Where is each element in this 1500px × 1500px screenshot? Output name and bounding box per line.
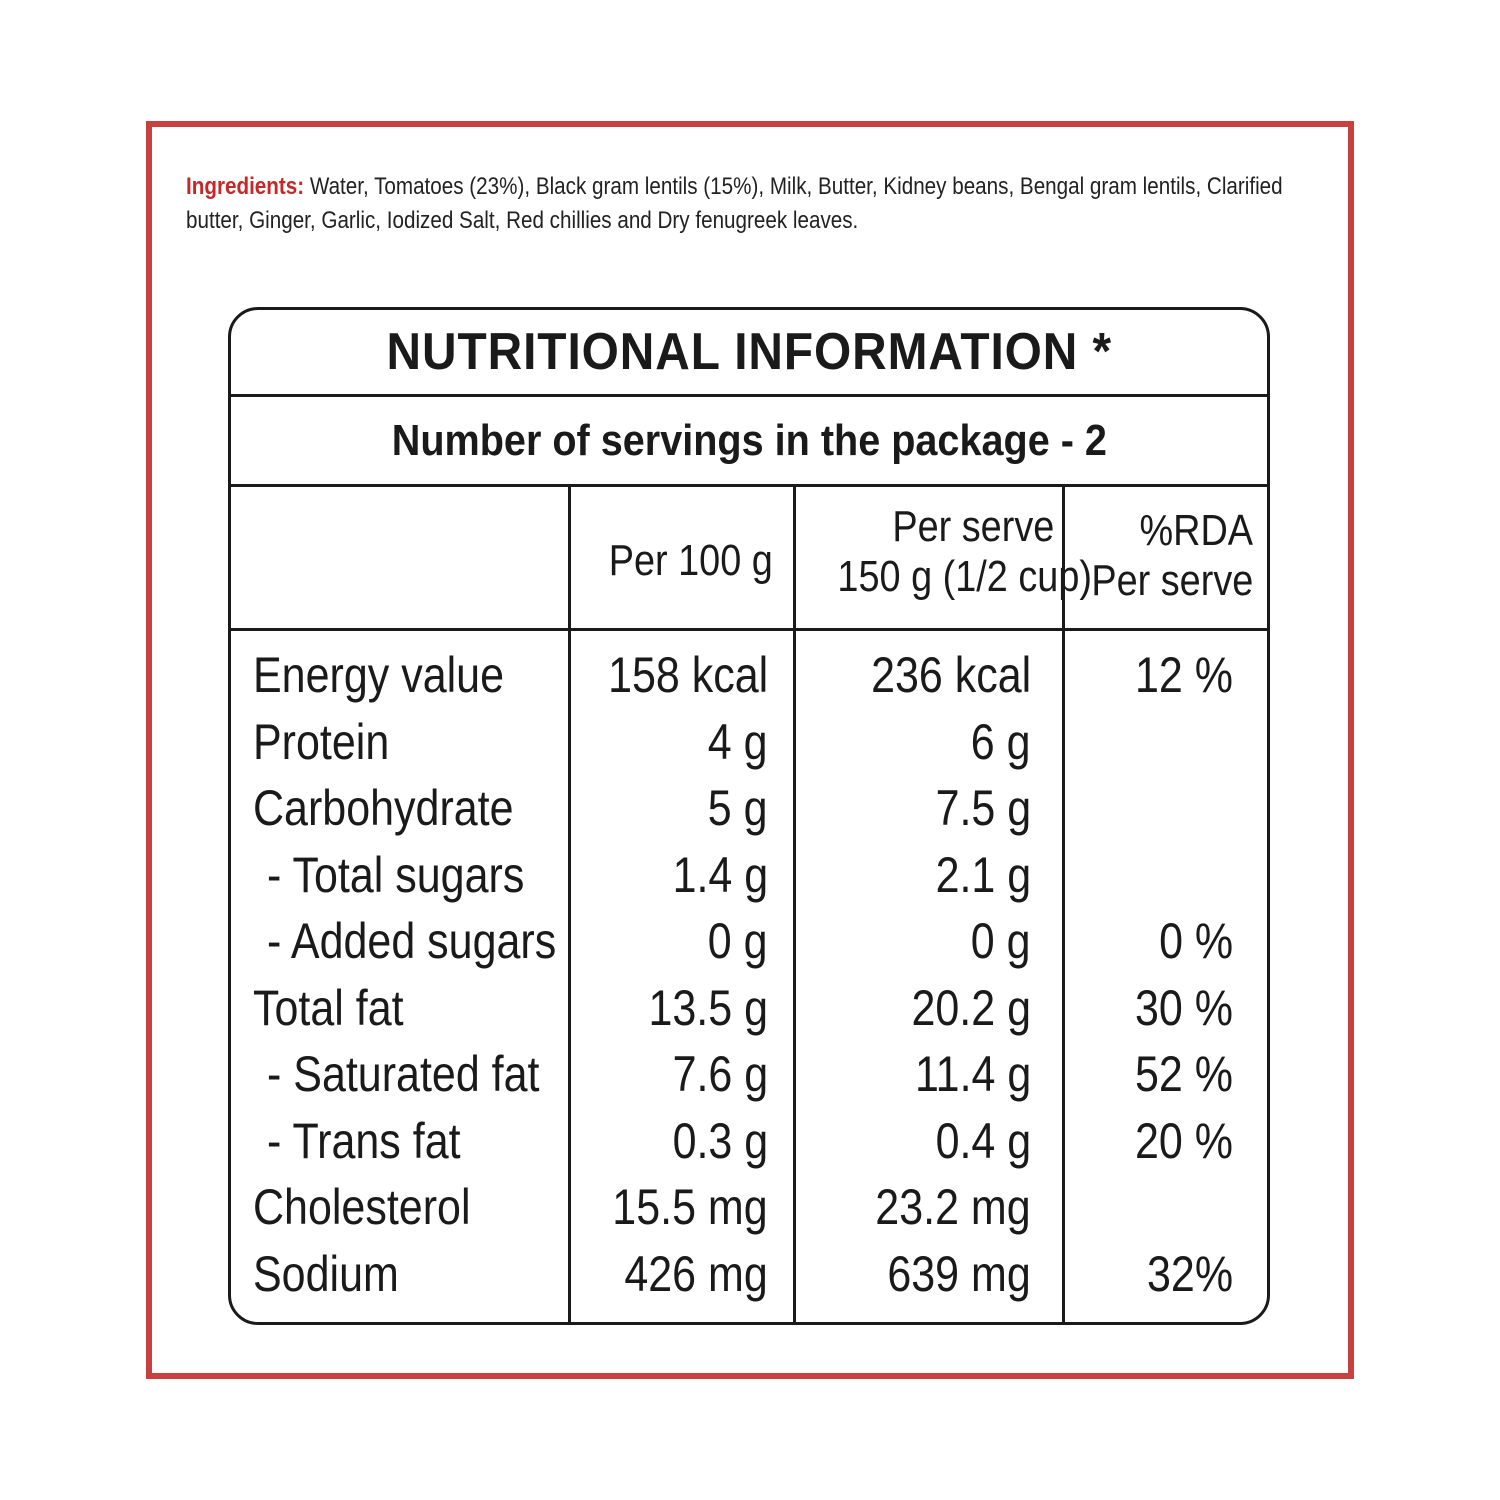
value-per-100g: 0 g: [708, 913, 768, 969]
header-divider: [231, 628, 1267, 631]
value-per-100g: 158 kcal: [607, 647, 768, 703]
value-rda: 0 %: [1158, 913, 1233, 969]
nutrition-table: [228, 307, 1270, 1325]
header-per-serve: Per serve 150 g (1/2 cup): [837, 502, 1092, 601]
value-per-100g: 4 g: [708, 713, 768, 770]
value-per-serve: 6 g: [971, 713, 1031, 770]
value-per-serve: 2.1 g: [935, 846, 1031, 903]
value-per-serve: 20.2 g: [911, 979, 1031, 1036]
value-per-100g: 15.5 mg: [612, 1179, 768, 1235]
ingredients-text: [186, 170, 1336, 238]
value-rda: 32%: [1146, 1245, 1233, 1302]
value-per-100g: 13.5 g: [648, 979, 768, 1036]
nutrient-name: Sodium: [253, 1245, 399, 1302]
nutrient-name: Protein: [253, 713, 390, 770]
nutrient-name: Carbohydrate: [253, 780, 514, 836]
nutrient-name: Cholesterol: [253, 1179, 471, 1235]
value-per-100g: 426 mg: [624, 1245, 768, 1302]
nutrient-name: Energy value: [253, 647, 504, 703]
value-per-serve: 7.5 g: [935, 780, 1031, 836]
value-per-serve: 11.4 g: [914, 1046, 1031, 1102]
value-per-100g: 1.4 g: [672, 846, 768, 903]
value-per-100g: 5 g: [708, 780, 768, 836]
nutrient-name: - Total sugars: [267, 846, 525, 903]
value-rda: 12 %: [1134, 647, 1233, 703]
value-rda: [1065, 775, 1233, 841]
servings-row: [231, 397, 1267, 487]
value-rda: [1065, 1174, 1233, 1240]
nutrition-title: NUTRITIONAL INFORMATION *: [386, 323, 1112, 381]
value-per-serve: 0.4 g: [935, 1112, 1031, 1169]
value-per-100g: 7.6 g: [672, 1046, 768, 1102]
value-per-100g: 0.3 g: [672, 1112, 768, 1169]
value-per-serve: 236 kcal: [870, 647, 1031, 703]
value-rda: 20 %: [1134, 1112, 1233, 1169]
value-rda: [1065, 842, 1233, 908]
nutrient-name: - Saturated fat: [267, 1046, 540, 1102]
nutrient-name: Total fat: [253, 979, 404, 1036]
value-per-serve: 23.2 mg: [875, 1179, 1031, 1235]
value-per-serve: 639 mg: [887, 1245, 1031, 1302]
value-per-serve: 0 g: [971, 913, 1031, 969]
value-rda: 30 %: [1134, 979, 1233, 1036]
value-rda: [1065, 709, 1233, 775]
ingredients-label: Ingredients:: [186, 173, 305, 200]
nutrient-name: - Trans fat: [267, 1112, 461, 1169]
ingredients-list: Water, Tomatoes (23%), Black gram lentils (15%), Milk, Butter, Kidney beans, Bengal gram lentils, Clarified butter, Ginger, Garlic, Iodized Salt, Red chillies and Dry fenugreek leaves.: [186, 173, 1283, 234]
header-per-100g: Per 100 g: [608, 536, 773, 585]
servings-text: Number of servings in the package - 2: [391, 415, 1107, 465]
nutrition-title-row: [231, 310, 1267, 397]
nutrient-name: - Added sugars: [267, 913, 557, 969]
header-rda: %RDA Per serve: [1091, 506, 1254, 605]
value-rda: 52 %: [1134, 1046, 1233, 1102]
